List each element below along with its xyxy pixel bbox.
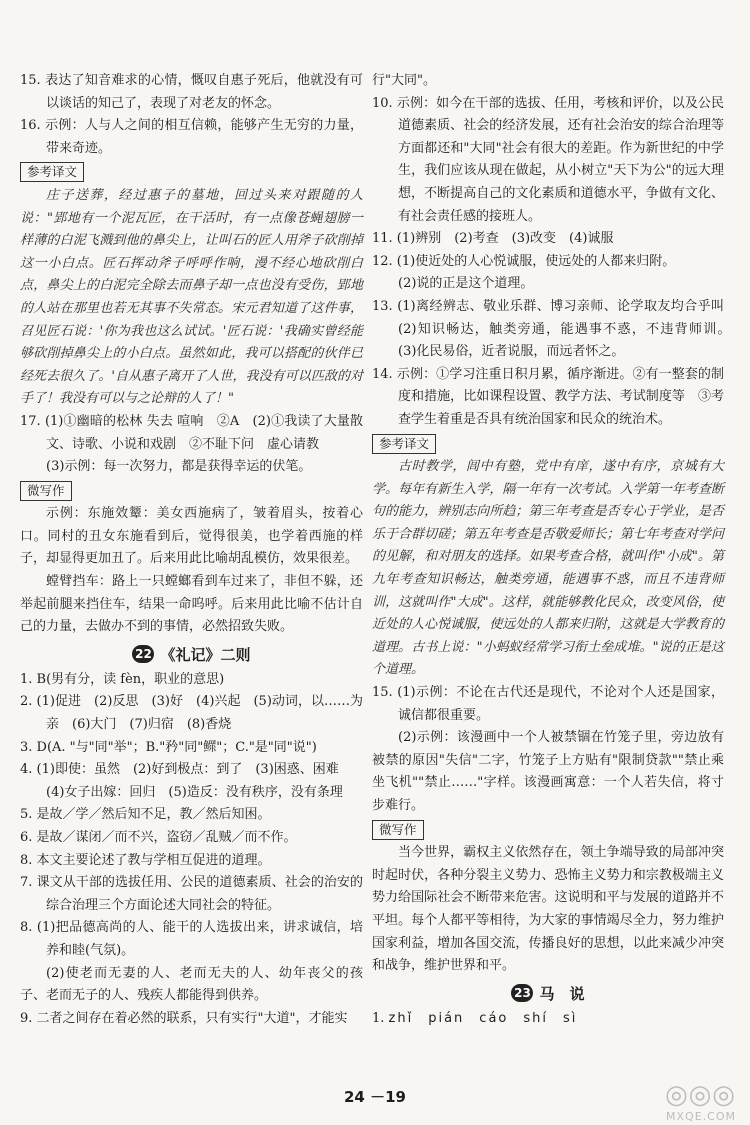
reference-translation-text-2: 古时教学，闾中有塾，党中有庠，遂中有序，京城有大学。每年有新生入学，隔一年有一次考试。入学第一年考查断句的能力，辨别志向所趋；第三年考查是否专心于学业，是否乐于合群切磋；第五年考查是否敬爱师长；第七年考查对学问的见解，和对朋友的选择。如果考查合格，就叫作"小成"。第九年考查知识畅达，触类旁通，能遇事不惑，而且不违背师训，这就叫作"大成"。这样，就能够教化民众，改变风俗，使近处的人心悦诚服，使远处的人都来归附，这就是大学教育的道理。古书上说："小蚂蚁经常学习衔土垒成堆。"说的正是这个道理。 bbox=[372, 459, 724, 678]
lesson22-answer-7: 7. 课文从干部的选拔任用、公民的道德素质、社会的治安的综合治理三个方面论述大同社会的特征。 bbox=[20, 875, 363, 913]
lesson22-answer-6: 6. 是故／谋闭／而不兴，盗窃／乱贼／而不作。 bbox=[20, 830, 297, 845]
micro-writing-text-2: 当今世界，霸权主义依然存在，领土争端导致的局部冲突时起时伏，各种分裂主义势力、恐怖主义势力和宗教极端主义势力给国际社会不断带来危害。这说明和平与发展的道路并不平坦。每个人都平等相待，为大家的事情竭尽全力，努力维护国家利益，增加各国交流，传播良好的思想，以此来减少冲突和战争，维护世界和平。 bbox=[372, 845, 724, 974]
answer-12: 12. (1)使近处的人心悦诚服，使远处的人都来归附。 bbox=[372, 253, 676, 269]
answer-15-right-cont: (2)示例：该漫画中一个人被禁锢在竹笼子里，旁边放有被禁的原因"失信"二字，竹笼子上方贴有"限制贷款""禁止乘坐飞机""禁止……"字样。该漫画寓意：一个人若失信，将寸步难行。 bbox=[372, 730, 724, 813]
pinyin-answer: zhǐ pián cáo shí sì bbox=[388, 1010, 578, 1026]
watermark-logo-icon: ◎◎◎ bbox=[664, 1080, 736, 1110]
lesson22-answer-8-extra: 8. 本文主要论述了教与学相互促进的道理。 bbox=[20, 852, 271, 868]
lesson-title: 《礼记》二则 bbox=[160, 645, 251, 664]
answer-16: 16. 示例：人与人之间的相互信赖，能够产生无穷的力量，带来奇迹。 bbox=[20, 118, 363, 156]
answer-12-cont: (2)说的正是这个道理。 bbox=[398, 276, 534, 292]
lesson22-answer-5: 5. 是故／学／然后知不足，教／然后知困。 bbox=[20, 807, 271, 823]
answer-14: 14. 示例：①学习注重日积月累，循序渐进。②有一整套的制度和措施，比如课程设置、教学方法、考试制度等 ③考查学生着重是否具有统治国家和民众的统治术。 bbox=[372, 366, 724, 427]
answer-11: 11. (1)辨别 (2)考查 (3)改变 (4)诚服 bbox=[372, 231, 614, 247]
answer-17-part3: (3)示例：每一次努力，都是获得幸运的伏笔。 bbox=[46, 459, 312, 475]
lesson-22-heading bbox=[20, 643, 363, 667]
lesson22-answer-4-cont: (4)女子出嫁：回归 (5)造反：没有秩序，没有条理 bbox=[46, 784, 343, 800]
answer-10: 10. 示例：如今在干部的选拔、任用，考核和评价，以及公民道德素质、社会的经济发展，还有社会治安的综合治理等方面都还和"大同"社会有很大的差距。作为新世纪的中学生，我们应该从现在做起，从小树立"天下为公"的远大理想，不断提高自己的文化素质和道德水平，争做有文化、有社会责任感的接班人。 bbox=[372, 95, 724, 224]
answer-17: 17. (1)①幽暗的松林 失去 喧响 ②A (2)①我读了大量散文、诗歌、小说和戏剧 ②不耻下问 虚心请教 bbox=[20, 413, 363, 452]
page-number: 24 －19 bbox=[344, 1088, 406, 1106]
lesson22-answer-4: 4. (1)即使：虽然 (2)好到极点：到了 (3)困惑、困难 bbox=[20, 762, 339, 778]
lesson22-answer-8-cont: (2)使老而无妻的人、老而无夫的人、幼年丧父的孩子、老而无子的人、残疾人都能得到供养。 bbox=[20, 965, 363, 1004]
micro-writing-label-2: 微写作 bbox=[372, 820, 424, 840]
lesson22-answer-2: 2. (1)促进 (2)反思 (3)好 (4)兴起 (5)动词，以……为亲 (6)大门 (7)归宿 (8)香烧 bbox=[20, 694, 363, 733]
answer-13: 13. (1)离经辨志、敬业乐群、博习亲师、论学取友均合乎叫 (2)知识畅达，触类旁通，能遇事不惑，不违背师训。 (3)化民易俗，近者说服，而远者怀之。 bbox=[372, 298, 738, 360]
lesson-title: 马 说 bbox=[539, 984, 585, 1003]
left-column bbox=[20, 70, 363, 1030]
lesson22-answer-3: 3. D(A. "与"同"举"；B."矜"同"鳏"；C."是"同"说") bbox=[20, 739, 317, 755]
answer-9-continued: 行"大同"。 bbox=[372, 73, 436, 88]
micro-writing-example-2: 螳臂挡车：路上一只螳螂看到车过来了，非但不躲，还举起前腿来挡住车，结果一命呜呼。后来用此比喻不估计自己的力量，去做办不到的事情，必然招致失败。 bbox=[20, 574, 363, 635]
lesson-number-badge: 23 bbox=[511, 984, 533, 1002]
answer-15: 15. 表达了知音难求的心情，慨叹自惠子死后，他就没有可以谈话的知己了，表现了对老友的怀念。 bbox=[20, 73, 363, 111]
right-column bbox=[372, 70, 738, 1030]
question-number: 1. bbox=[372, 1010, 385, 1026]
micro-writing-example-1: 示例：东施效颦：美女西施病了，皱着眉头，按着心口。同村的丑女东施看到后，觉得很美，也学着西施的样子，却显得更加丑了。后来用此比喻胡乱模仿，效果很差。 bbox=[20, 506, 363, 567]
watermark-url: MXQE.COM bbox=[666, 1110, 736, 1123]
reference-translation-text: 庄子送葬，经过惠子的墓地，回过头来对跟随的人说："郢地有一个泥瓦匠，在干活时，有一点像苍蝇翅膀一样薄的白泥飞溅到他的鼻尖上，让叫石的匠人用斧子砍削掉这一小白点。匠石挥动斧子呼呼作响，漫不经心地砍削白点，鼻尖上的白泥完全除去而鼻子却一点也没有受伤，郢地的人站在那里也若无其事不失常态。宋元君知道了这件事，召见匠石说：'你为我也这么试试。'匠石说：'我确实曾经能够砍削掉鼻尖上的小白点。虽然如此，我可以搭配的伙伴已经死去很久了。'自从惠子离开了人世，我没有可以匹敌的对手了！我没有可以与之论辩的人了！" bbox=[20, 187, 363, 407]
lesson22-answer-8: 8. (1)把品德高尚的人、能干的人选拔出来，讲求诚信，培养和睦(气氛)。 bbox=[20, 920, 363, 958]
micro-writing-label: 微写作 bbox=[20, 481, 72, 501]
lesson22-answer-1: 1. B(男有分，读 fèn，职业的意思) bbox=[20, 671, 225, 687]
lesson22-answer-9: 9. 二者之间存在着必然的联系，只有实行"大道"，才能实 bbox=[20, 1010, 348, 1026]
reference-translation-label: 参考译文 bbox=[20, 162, 84, 182]
lesson-number-badge: 22 bbox=[132, 645, 154, 663]
reference-translation-label-2: 参考译文 bbox=[372, 434, 436, 454]
watermark bbox=[665, 1080, 736, 1123]
lesson-23-heading bbox=[372, 982, 724, 1006]
lesson23-answer-1 bbox=[372, 1008, 724, 1031]
answer-15-right: 15. (1)示例：不论在古代还是现代，不论对个人还是国家，诚信都很重要。 bbox=[372, 685, 724, 723]
